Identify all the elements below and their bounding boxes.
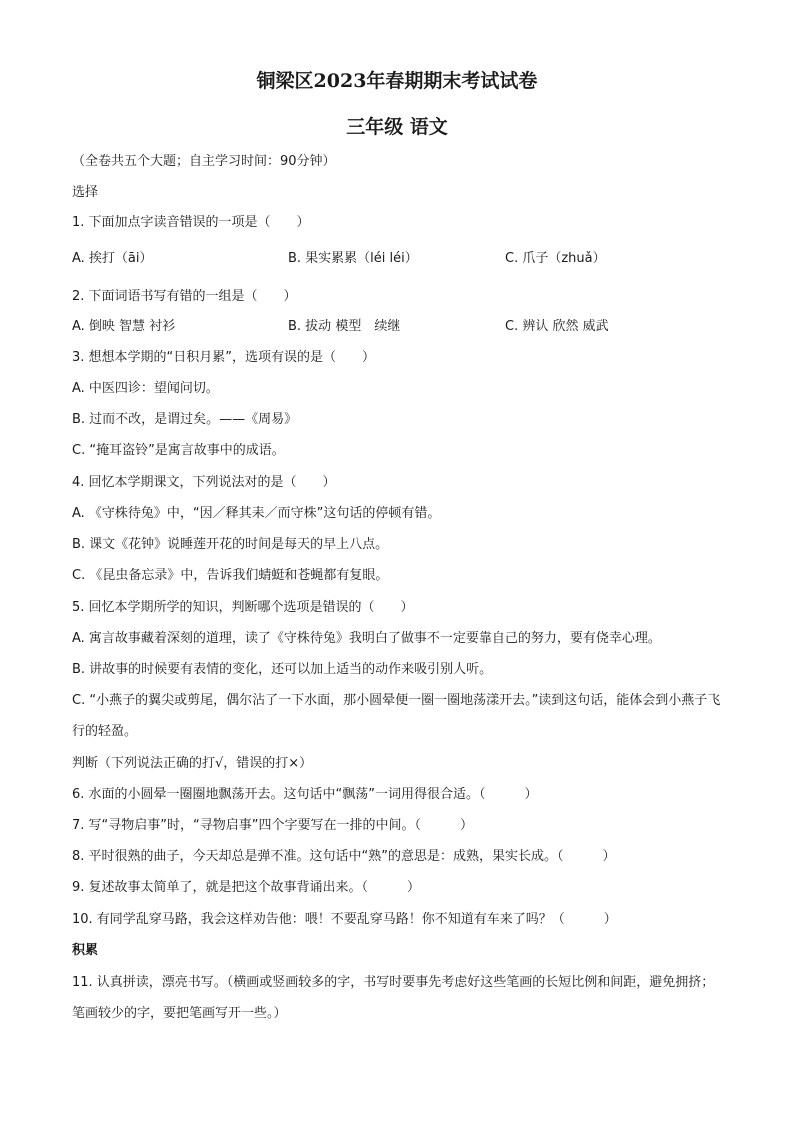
question-1-option-a: A. 挨打（āi） [72,251,153,266]
question-4-option-a: A. 《守株待兔》中，“因／释其耒／而守株”这句话的停顿有错。 [72,506,441,521]
question-5-option-a: A. 寓言故事藏着深刻的道理，读了《守株待兔》我明白了做事不一定要靠自己的努力，要有侥幸心理。 [72,631,661,646]
question-10: 10. 有同学乱穿马路，我会这样劝告他：喂！不要乱穿马路！你不知道有车来了吗？（ ） [72,912,617,927]
question-1-stem: 1. 下面加点字读音错误的一项是（ ） [72,215,310,230]
question-4-option-b: B. 课文《花钟》说睡莲开花的时间是每天的早上八点。 [72,537,389,552]
question-2-option-b: B. 拔动 模型 续继 [288,319,401,334]
question-3-option-c: C. “掩耳盗铃”是寓言故事中的成语。 [72,443,285,458]
question-1-option-b: B. 果实累累（léi léi） [288,251,418,266]
question-6: 6. 水面的小圆晕一圈圈地飘荡开去。这句话中“飘荡”一词用得很合适。（ ） [72,787,538,802]
question-4-option-c: C. 《昆虫备忘录》中，告诉我们蜻蜓和苍蝇都有复眼。 [72,568,389,583]
question-9: 9. 复述故事太简单了，就是把这个故事背诵出来。（ ） [72,880,421,895]
exam-subtitle: 三年级 语文 [346,116,448,138]
question-5-option-c: C. “小燕子的翼尖或剪尾，偶尔沾了一下水面，那小圆晕便一圈一圈地荡漾开去。”读到这句话，能体会到小燕子飞行的轻盈。 [72,693,721,739]
question-3-stem: 3. 想想本学期的“日积月累”，选项有误的是（ ） [72,350,376,365]
exam-title: 铜梁区2023年春期期末考试试卷 [256,70,538,92]
question-2-option-a: A. 倒映 智慧 衬衫 [72,319,176,334]
question-2-stem: 2. 下面词语书写有错的一组是（ ） [72,289,297,304]
question-11: 11. 认真拼读，漂亮书写。（横画或竖画较多的字，书写时要事先考虑好这些笔画的长短比例和间距，避免拥挤；笔画较少的字，要把笔画写开一些。） [72,975,715,1021]
question-7: 7. 写“寻物启事”时，“寻物启事”四个字要写在一排的中间。（ ） [72,818,473,833]
question-4-stem: 4. 回忆本学期课文，下列说法对的是（ ） [72,475,336,490]
question-5-stem: 5. 回忆本学期所学的知识，判断哪个选项是错误的（ ） [72,600,414,615]
section-accumulate: 积累 [72,943,99,958]
exam-note: （全卷共五个大题；自主学习时间：90分钟） [72,154,336,169]
question-5-option-b: B. 讲故事的时候要有表情的变化，还可以加上适当的动作来吸引别人听。 [72,662,493,677]
question-3-option-b: B. 过而不改，是谓过矣。——《周易》 [72,412,298,427]
question-2-option-c: C. 辨认 欣然 威武 [505,319,609,334]
section-judge: 判断（下列说法正确的打√，错误的打×） [72,756,313,771]
question-3-option-a: A. 中医四诊：望闻问切。 [72,381,219,396]
question-8: 8. 平时很熟的曲子，今天却总是弹不准。这句话中“熟”的意思是：成熟，果实长成。（ ） [72,849,616,864]
section-choice: 选择 [72,185,99,200]
question-1-option-c: C. 爪子（zhuǎ） [505,251,606,266]
